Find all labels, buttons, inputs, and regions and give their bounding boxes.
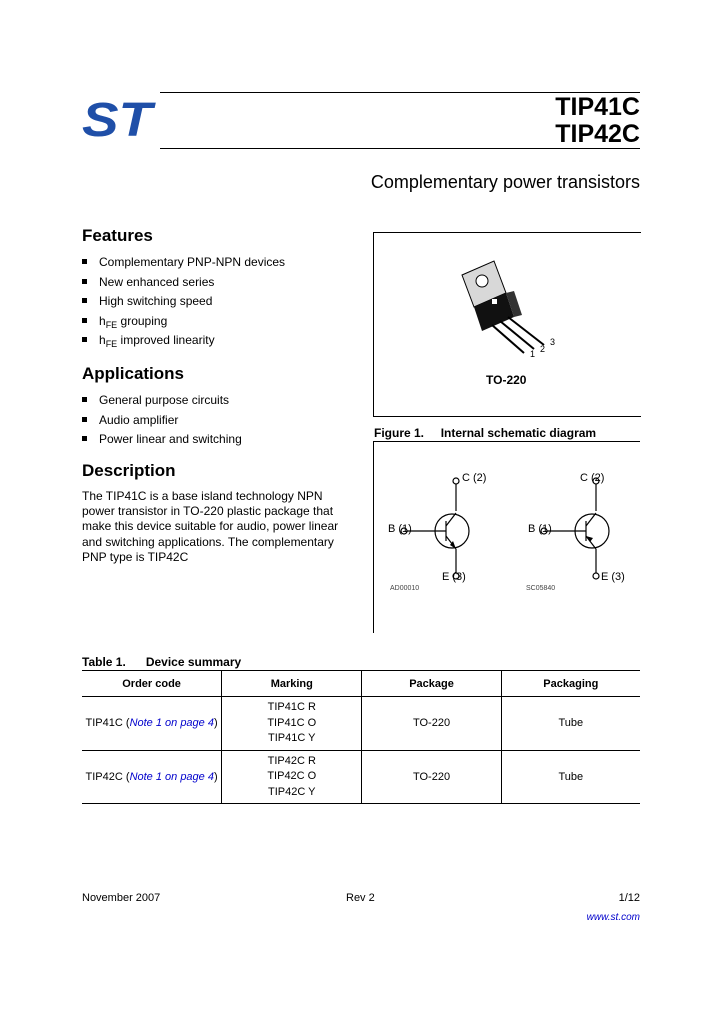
list-item: $h_{FE}$ improved linearity: [82, 332, 285, 352]
npn-collector-label: C (2): [462, 472, 487, 484]
part-number-2: TIP42C: [555, 120, 640, 148]
column-header: Order code: [82, 671, 222, 697]
device-summary-table: [82, 670, 640, 804]
logo-text: ST: [82, 96, 156, 142]
list-item: Power linear and switching: [82, 431, 242, 451]
order-code-cell: TIP42C (Note 1 on page 4): [82, 750, 222, 804]
pin-label-2: 2: [540, 344, 546, 354]
features-heading: Features: [82, 226, 153, 245]
list-item: $h_{FE}$ grouping: [82, 313, 285, 333]
st-logo: [82, 96, 156, 142]
note-link[interactable]: Note 1 on page 4: [129, 717, 214, 730]
applications-list: [82, 392, 242, 451]
package-figure: [373, 232, 641, 417]
schematic-drawing: [374, 441, 641, 633]
pnp-base-label: B (1): [528, 523, 552, 535]
package-cell: TO-220: [362, 750, 501, 804]
pnp-emitter-label: E (3): [601, 571, 625, 583]
part-number-1: TIP41C: [555, 93, 640, 121]
to220-package-drawing: [444, 255, 564, 365]
list-item: High switching speed: [82, 293, 285, 313]
table-row: [82, 697, 640, 751]
header-rule-bottom: [160, 148, 640, 149]
list-item: Complementary PNP-NPN devices: [82, 254, 285, 274]
table1-caption: Table 1. Device summary: [82, 655, 242, 669]
document-subtitle: Complementary power transistors: [370, 172, 640, 192]
column-header: Package: [362, 671, 501, 697]
footer-revision: Rev 2: [346, 892, 375, 904]
list-item: Audio amplifier: [82, 412, 242, 432]
footer-date: November 2007: [82, 892, 161, 904]
packaging-cell: Tube: [501, 750, 640, 804]
schematic-figure: [373, 441, 641, 633]
table-header-row: [82, 671, 640, 697]
column-header: Packaging: [501, 671, 640, 697]
column-header: Marking: [222, 671, 362, 697]
order-code-cell: TIP41C (Note 1 on page 4): [82, 697, 222, 751]
pin-label-3: 3: [550, 337, 556, 347]
footer-website-link[interactable]: www.st.com: [586, 912, 640, 923]
footer-page-number: 1/12: [618, 892, 640, 904]
npn-emitter-label: E (3): [442, 571, 466, 583]
packaging-cell: Tube: [501, 697, 640, 751]
applications-heading: Applications: [82, 364, 185, 383]
table-row: [82, 750, 640, 804]
pnp-code: SC05840: [526, 585, 556, 592]
list-item: New enhanced series: [82, 274, 285, 294]
marking-cell: TIP41C R TIP41C O TIP41C Y: [222, 697, 362, 751]
package-label: TO-220: [486, 373, 527, 387]
marking-cell: TIP42C R TIP42C O TIP42C Y: [222, 750, 362, 804]
figure1-caption: Figure 1. Internal schematic diagram: [374, 426, 597, 440]
features-list: [82, 254, 285, 352]
pnp-collector-label: C (2): [580, 472, 605, 484]
package-cell: TO-220: [362, 697, 501, 751]
note-link[interactable]: Note 1 on page 4: [129, 770, 214, 783]
list-item: General purpose circuits: [82, 392, 242, 412]
npn-code: AD00010: [390, 585, 420, 592]
pin-label-1: 1: [530, 349, 536, 359]
npn-base-label: B (1): [388, 523, 412, 535]
description-heading: Description: [82, 461, 176, 480]
description-text: The TIP41C is a base island technology NPN power transistor in TO-220 plastic package that make this device suitable for audio, power linear and switching applications. The complementary PNP type is TIP42C: [82, 489, 339, 564]
